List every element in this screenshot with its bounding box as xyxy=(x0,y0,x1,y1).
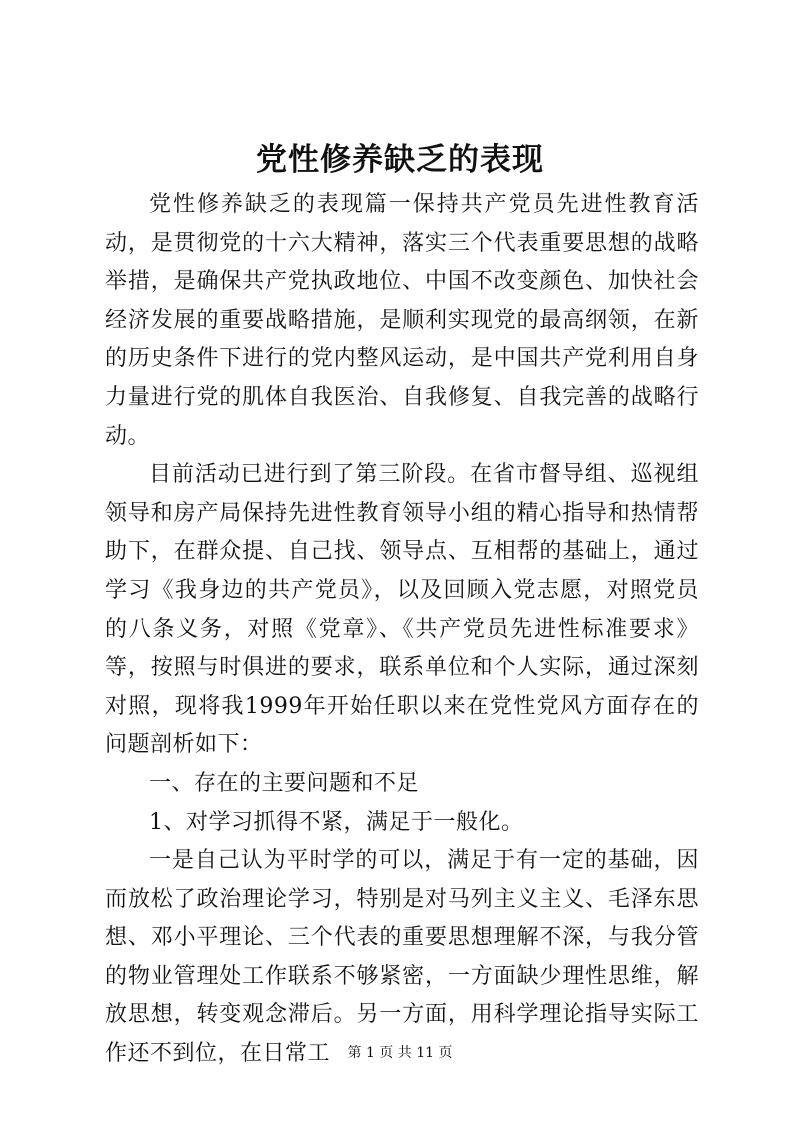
document-title: 党性修养缺乏的表现 xyxy=(256,142,544,178)
subsection-heading: 1、对学习抓得不紧，满足于一般化。 xyxy=(149,809,524,835)
page-footer: 第 1 页 共 11 页 xyxy=(347,1045,453,1061)
paragraph-intro: 党性修养缺乏的表现篇一保持共产党员先进性教育活动，是贯彻党的十六大精神，落实三个代表重要思想的战略举措，是确保共产党执政地位、中国不改变颜色、加快社会经济发展的重要战略措施，是顺利实现党的最高纲领，在新的历史条件下进行的党内整风运动，是中国共产党利用自身力量进行党的肌体自我医治、自我修复、自我完善的战略行动。 xyxy=(105,192,699,449)
paragraph-stage: 目前活动已进行到了第三阶段。在省市督导组、巡视组领导和房产局保持先进性教育领导小组的精心指导和热情帮助下，在群众提、自己找、领导点、互相帮的基础上，通过学习《我身边的共产党员》，以及回顾入党志愿，对照党员的八条义务，对照《党章》、《共产党员先进性标准要求》等，按照与时俱进的要求，联系单位和个人实际，通过深刻对照，现将我1999年开始任职以来在党性党风方面存在的问题剖析如下： xyxy=(105,462,699,758)
section-heading: 一、存在的主要问题和不足 xyxy=(149,770,420,796)
document-body xyxy=(105,186,699,1074)
paragraph-study: 一是自己认为平时学的可以，满足于有一定的基础，因而放松了政治理论学习，特别是对马列主义主义、毛泽东思想、邓小平理论、三个代表的重要思想理解不深，与我分管的物业管理处工作联系不够紧密，一方面缺少理性思维，解放思想，转变观念滞后。另一方面，用科学理论指导实际工作还不到位，在日常工 xyxy=(105,848,699,1067)
